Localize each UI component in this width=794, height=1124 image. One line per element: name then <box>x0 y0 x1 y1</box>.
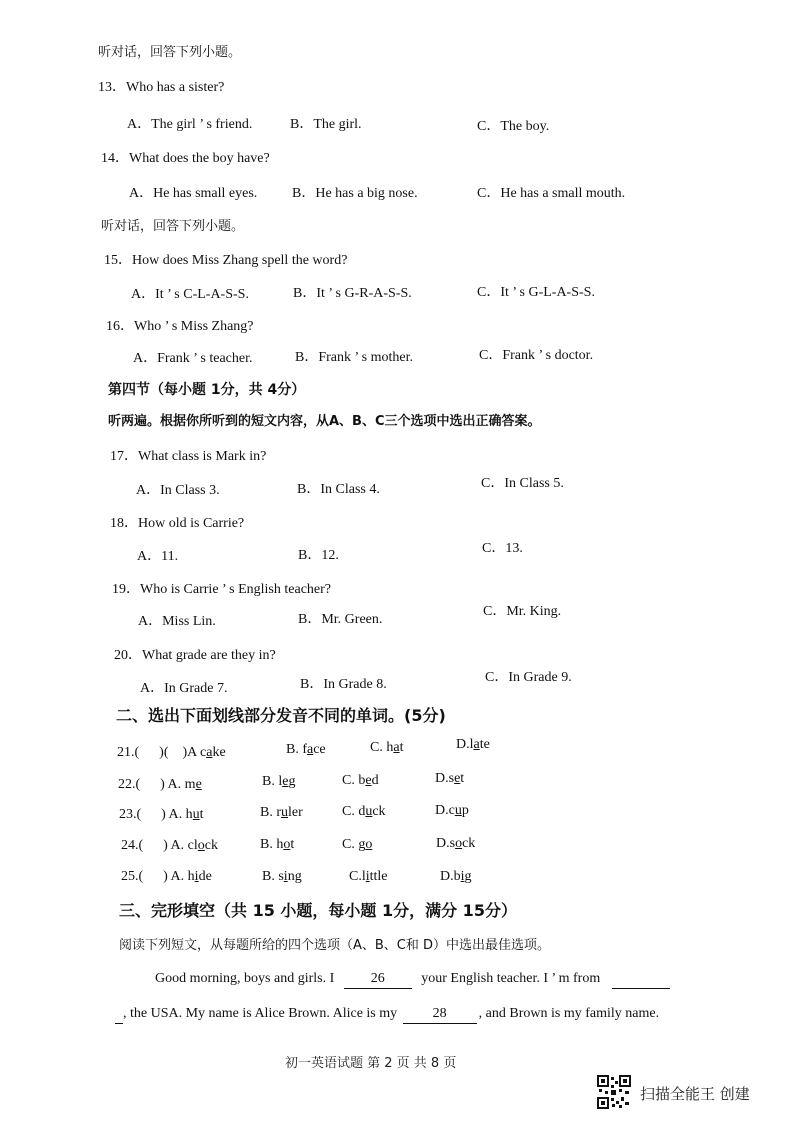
underlined-letter: a <box>393 740 400 755</box>
option-a: ) A. m <box>160 777 196 792</box>
question-text: How does Miss Zhang spell the word? <box>132 253 348 268</box>
question-17 <box>110 448 266 466</box>
answer-paren: )( <box>159 745 169 760</box>
page-footer: 初一英语试题 第 2 页 共 8 页 <box>285 1056 457 1071</box>
option-c: C.l <box>349 869 366 884</box>
part2-title: 二、选出下面划线部分发音不同的单词。(5分) <box>116 706 446 725</box>
option-b-rest: ce <box>313 742 326 757</box>
option-d-rest: g <box>464 869 472 884</box>
q15-option-b: B．It ’ s G-R-A-S-S. <box>293 286 412 301</box>
question-text: Who has a sister? <box>126 80 225 95</box>
item-number: 25.( <box>121 869 144 884</box>
q17-option-c: C．In Class 5. <box>481 476 564 491</box>
item-number: 24.( <box>121 838 144 853</box>
p23-option-d <box>435 802 469 820</box>
q13-option-a: A．The girl ’ s friend. <box>127 117 253 132</box>
option-a: )A c <box>182 745 207 760</box>
option-c-rest: ttle <box>369 869 388 884</box>
question-13 <box>98 79 224 97</box>
q18-option-b: B．12. <box>298 548 339 563</box>
option-c: C. b <box>342 773 366 788</box>
underlined-letter: u <box>281 805 288 820</box>
option-c: C. g <box>342 837 366 852</box>
question-text: How old is Carrie? <box>138 516 245 531</box>
part3a-instruction: 听对话，回答下列小题。 <box>98 45 242 60</box>
q20-option-b: B．In Grade 8. <box>300 677 387 692</box>
underlined-letter: o <box>365 837 373 852</box>
section4-title: 第四节（每小题 1分，共 4分） <box>108 382 306 398</box>
question-number: 14． <box>101 151 129 166</box>
pronunciation-22 <box>118 776 202 794</box>
pronunciation-23 <box>119 806 204 824</box>
p21-option-d <box>456 736 490 754</box>
option-a-rest: ke <box>212 745 226 760</box>
item-number: 21.( <box>117 745 140 760</box>
option-a: ) A. cl <box>163 838 198 853</box>
question-number: 13． <box>98 80 126 95</box>
question-text: What grade are they in? <box>142 648 276 663</box>
underlined-letter: o <box>197 838 205 853</box>
underlined-letter: i <box>365 869 370 884</box>
underlined-letter: e <box>365 773 372 788</box>
option-a: ) A. h <box>161 807 193 822</box>
p25-option-b <box>262 868 302 886</box>
underlined-letter: i <box>194 869 199 884</box>
question-text: Who is Carrie ’ s English teacher? <box>140 582 332 597</box>
question-20 <box>114 647 276 665</box>
q15-option-c: C．It ’ s G-L-A-S-S. <box>477 285 595 300</box>
underlined-letter: o <box>455 836 463 851</box>
option-d-rest: ck <box>462 836 476 851</box>
q18-option-c: C．13. <box>482 541 523 556</box>
q18-option-a: A．11. <box>137 549 179 564</box>
question-number: 15． <box>104 253 132 268</box>
option-c-rest: d <box>371 773 379 788</box>
underlined-letter: i <box>283 869 288 884</box>
question-text: Who ’ s Miss Zhang? <box>134 319 254 334</box>
question-number: 19． <box>112 582 140 597</box>
p22-option-d <box>435 770 464 788</box>
option-b-rest: g <box>288 774 296 789</box>
question-text: What does the boy have? <box>129 151 270 166</box>
underlined-letter: a <box>307 742 314 757</box>
q13-option-c: C．The boy. <box>477 119 550 134</box>
option-d: D.s <box>436 836 456 851</box>
question-14 <box>101 150 270 168</box>
qr-code-icon <box>597 1075 631 1109</box>
p21-option-b <box>286 741 326 759</box>
option-a-rest: t <box>199 807 204 822</box>
option-c-rest: t <box>399 740 404 755</box>
p25-option-c <box>349 868 388 886</box>
question-number: 18． <box>110 516 138 531</box>
question-text: What class is Mark in? <box>138 449 267 464</box>
p25-option-d <box>440 868 472 886</box>
option-b-rest: ler <box>288 805 303 820</box>
part3-title: 三、完形填空（共 15 小题，每小题 1分，满分 15分） <box>119 901 517 920</box>
blank-28[interactable]: 28 <box>403 1005 477 1024</box>
pronunciation-25 <box>121 868 212 886</box>
part3b-instruction: 听对话，回答下列小题。 <box>101 219 245 234</box>
p24-option-b <box>260 836 294 854</box>
option-c: C. h <box>370 740 394 755</box>
option-b: B. h <box>260 837 284 852</box>
underlined-letter: u <box>365 804 373 819</box>
option-c-rest: ck <box>372 804 386 819</box>
q19-option-c: C．Mr. King. <box>483 604 562 619</box>
underlined-letter: e <box>454 771 461 786</box>
passage-text: Good morning, boys and girls. I <box>155 971 335 986</box>
passage-line-2 <box>115 1005 659 1024</box>
passage-text: , the USA. My name is Alice Brown. Alice is my <box>123 1006 398 1021</box>
option-a-rest: ck <box>204 838 218 853</box>
scanner-watermark: 扫描全能王 创建 <box>640 1085 750 1103</box>
section4-instruction: 听两遍。根据你所听到的短文内容，从A、B、C三个选项中选出正确答案。 <box>108 414 541 429</box>
underlined-letter: e <box>282 774 289 789</box>
p23-option-c <box>342 803 386 821</box>
pronunciation-21 <box>117 744 226 762</box>
option-d: D.b <box>440 869 461 884</box>
q17-option-b: B．In Class 4. <box>297 482 380 497</box>
passage-text: your English teacher. I ’ m from <box>421 971 601 986</box>
item-number: 23.( <box>119 807 142 822</box>
p22-option-b <box>262 773 295 791</box>
underlined-letter: i <box>460 869 465 884</box>
p21-option-c <box>370 739 403 757</box>
p23-option-b <box>260 804 303 822</box>
option-a-rest: de <box>198 869 212 884</box>
question-15 <box>104 252 347 270</box>
option-d: D.l <box>456 737 474 752</box>
q13-option-b: B．The girl. <box>290 117 362 132</box>
p24-option-c <box>342 836 372 854</box>
question-18 <box>110 515 244 533</box>
passage-text: , and Brown is my family name. <box>478 1006 660 1021</box>
underlined-letter: e <box>195 777 202 792</box>
q16-option-b: B．Frank ’ s mother. <box>295 350 413 365</box>
option-d: D.s <box>435 771 455 786</box>
q16-option-a: A．Frank ’ s teacher. <box>133 351 253 366</box>
q14-option-c: C．He has a small mouth. <box>477 186 626 201</box>
part3-instruction: 阅读下列短文，从每题所给的四个选项（A、B、C和 D）中选出最佳选项。 <box>119 938 551 953</box>
q15-option-a: A．It ’ s C-L-A-S-S. <box>131 287 249 302</box>
option-b-rest: t <box>290 837 295 852</box>
underlined-letter: a <box>206 745 213 760</box>
question-number: 20． <box>114 648 142 663</box>
q20-option-a: A．In Grade 7. <box>140 681 228 696</box>
q14-option-b: B．He has a big nose. <box>292 186 418 201</box>
blank-26[interactable]: 26 <box>344 970 412 989</box>
option-b: B. r <box>260 805 281 820</box>
item-number: 22.( <box>118 777 141 792</box>
q14-option-a: A．He has small eyes. <box>129 186 258 201</box>
q17-option-a: A．In Class 3. <box>136 483 220 498</box>
q19-option-b: B．Mr. Green. <box>298 612 383 627</box>
q20-option-c: C．In Grade 9. <box>485 670 572 685</box>
option-d-rest: p <box>461 803 469 818</box>
question-number: 17． <box>110 449 138 464</box>
q19-option-a: A．Miss Lin. <box>138 614 216 629</box>
underlined-letter: u <box>454 803 462 818</box>
question-16 <box>106 318 254 336</box>
passage-line-1 <box>155 970 670 989</box>
underlined-letter: o <box>283 837 291 852</box>
option-b: B. s <box>262 869 284 884</box>
blank-27-tail <box>115 1005 123 1024</box>
option-c: C. d <box>342 804 366 819</box>
question-number: 16． <box>106 319 134 334</box>
underlined-letter: u <box>192 807 200 822</box>
underlined-letter: a <box>473 737 480 752</box>
option-b: B. l <box>262 774 283 789</box>
question-19 <box>112 581 331 599</box>
p22-option-c <box>342 772 379 790</box>
option-b-rest: ng <box>287 869 302 884</box>
option-d-rest: t <box>460 771 465 786</box>
option-b: B. f <box>286 742 307 757</box>
option-a: ) A. h <box>163 869 195 884</box>
p24-option-d <box>436 835 475 853</box>
option-d: D.c <box>435 803 455 818</box>
q16-option-c: C．Frank ’ s doctor. <box>479 348 594 363</box>
blank-27[interactable] <box>612 970 670 989</box>
pronunciation-24 <box>121 837 218 855</box>
option-d-rest: te <box>479 737 490 752</box>
